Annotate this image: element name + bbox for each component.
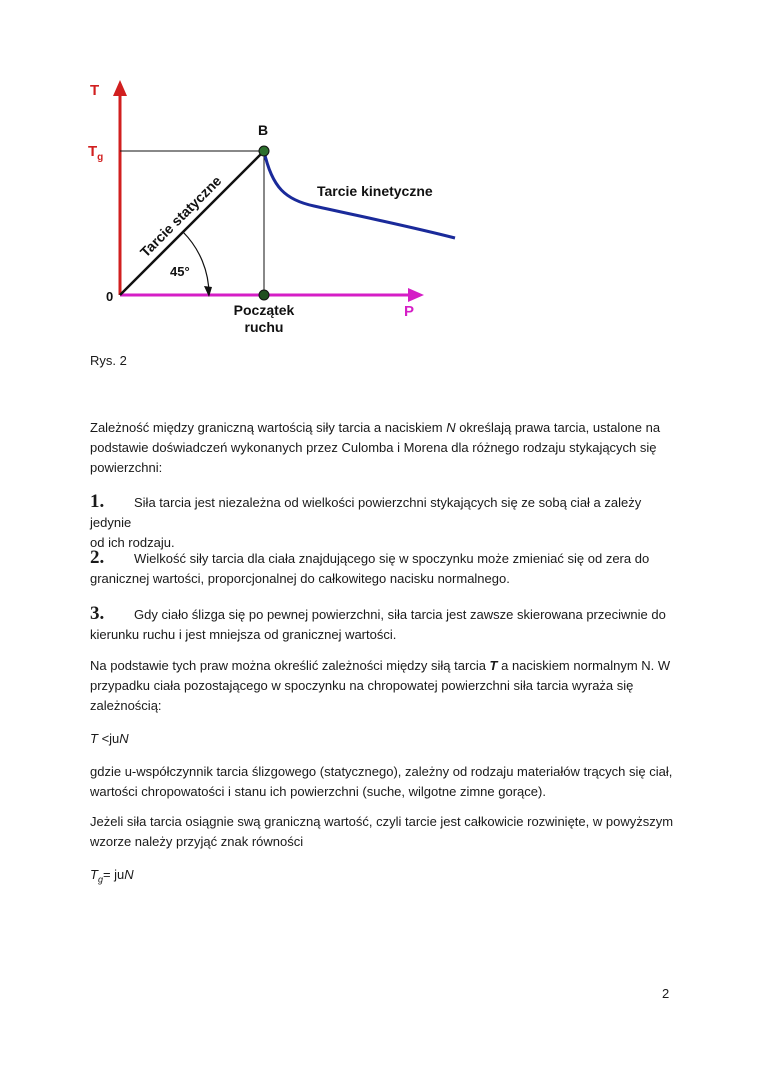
kinetic-friction-label: Tarcie kinetyczne <box>317 183 433 199</box>
para3-line-1: gdzie u-współczynnik tarcia ślizgowego (statycznego), zależny od rodzaju materiałów trących się ciał, <box>90 764 673 779</box>
origin-label: 0 <box>106 289 114 304</box>
page-number: 2 <box>662 986 670 1001</box>
t-axis-arrowhead <box>113 80 127 96</box>
intro-n-symbol: N <box>446 420 456 435</box>
formula-static <box>90 731 129 746</box>
equality-paragraph <box>90 812 680 852</box>
para2-line-3: zależnością: <box>90 698 162 713</box>
para2-text-1: Na podstawie tych praw można określić zależności między siłą tarcia <box>90 658 490 673</box>
para4-line-1: Jeżeli siła tarcia osiągnie swą graniczną wartość, czyli tarcie jest całkowicie rozwinięte, w powyższym <box>90 814 674 829</box>
friction-diagram <box>78 76 478 346</box>
tg-label: $T_g$ <box>88 143 104 163</box>
law-number: 2. <box>90 547 105 568</box>
point-b-label: B <box>258 122 269 138</box>
laws-consequence-paragraph <box>90 656 680 716</box>
formula-limit <box>90 867 134 885</box>
friction-diagram-svg <box>78 76 478 346</box>
law-line-1: Siła tarcia jest niezależna od wielkości powierzchni stykających się ze sobą ciał a zależy jedynie <box>90 495 642 530</box>
law-line-2: od ich rodzaju. <box>90 535 175 550</box>
intro-line-3: powierzchni: <box>90 460 163 475</box>
formula-middle: = ju <box>102 867 125 882</box>
start-label-line1: Początek <box>233 302 295 318</box>
p-axis-arrowhead <box>408 288 424 302</box>
formula-middle: <ju <box>97 731 120 746</box>
intro-line-2: podstawie doświadczeń wykonanych przez Culomba i Morena dla różnego rodzaju stykających się <box>90 440 657 455</box>
formula-t-symbol: T <box>90 731 98 746</box>
start-label-line2: ruchu <box>244 319 284 335</box>
law-line-2: granicznej wartości, proporcjonalnej do całkowitego nacisku normalnego. <box>90 571 510 586</box>
coefficient-paragraph <box>90 762 680 802</box>
intro-paragraph <box>90 418 680 478</box>
para2-text-2: a naciskiem normalnym N. W <box>497 658 671 673</box>
law-line-2: kierunku ruchu i jest mniejsza od granicznej wartości. <box>90 627 397 642</box>
formula-t-symbol: T <box>90 867 98 882</box>
law-number: 3. <box>90 603 105 624</box>
law-item <box>90 604 680 645</box>
angle-label: 45° <box>170 264 190 279</box>
static-friction-label: Tarcie statyczne <box>136 172 225 261</box>
intro-text-2: określają prawa tarcia, ustalone na <box>455 420 661 435</box>
point-b <box>259 146 269 156</box>
formula-n-symbol: N <box>119 731 129 746</box>
law-line-1: Gdy ciało ślizga się po pewnej powierzchni, siła tarcia jest zawsze skierowana przeciwnie do <box>134 607 666 622</box>
figure-caption: Rys. 2 <box>90 353 127 368</box>
formula-n-symbol: N <box>124 867 134 882</box>
law-line-1: Wielkość siły tarcia dla ciała znajdującego się w spoczynku może zmieniać się od zera do <box>134 551 650 566</box>
formula-g-subscript: g <box>97 874 103 885</box>
intro-text-1: Zależność między graniczną wartością siły tarcia a naciskiem <box>90 420 447 435</box>
p-axis-label: P <box>404 303 415 320</box>
point-start <box>259 290 269 300</box>
law-number: 1. <box>90 491 105 512</box>
law-item <box>90 492 680 553</box>
t-axis-label: T <box>90 82 100 99</box>
para3-line-2: wartości chropowatości i stanu ich powierzchni (suche, wilgotne zimne gorące). <box>90 784 546 799</box>
para4-line-2: wzorze należy przyjąć znak równości <box>90 834 304 849</box>
para2-t-symbol: T <box>489 658 498 673</box>
law-item <box>90 548 680 589</box>
para2-line-2: przypadku ciała pozostającego w spoczynku na chropowatej powierzchni siła tarcia wyraża się <box>90 678 634 693</box>
static-friction-line <box>120 151 264 295</box>
